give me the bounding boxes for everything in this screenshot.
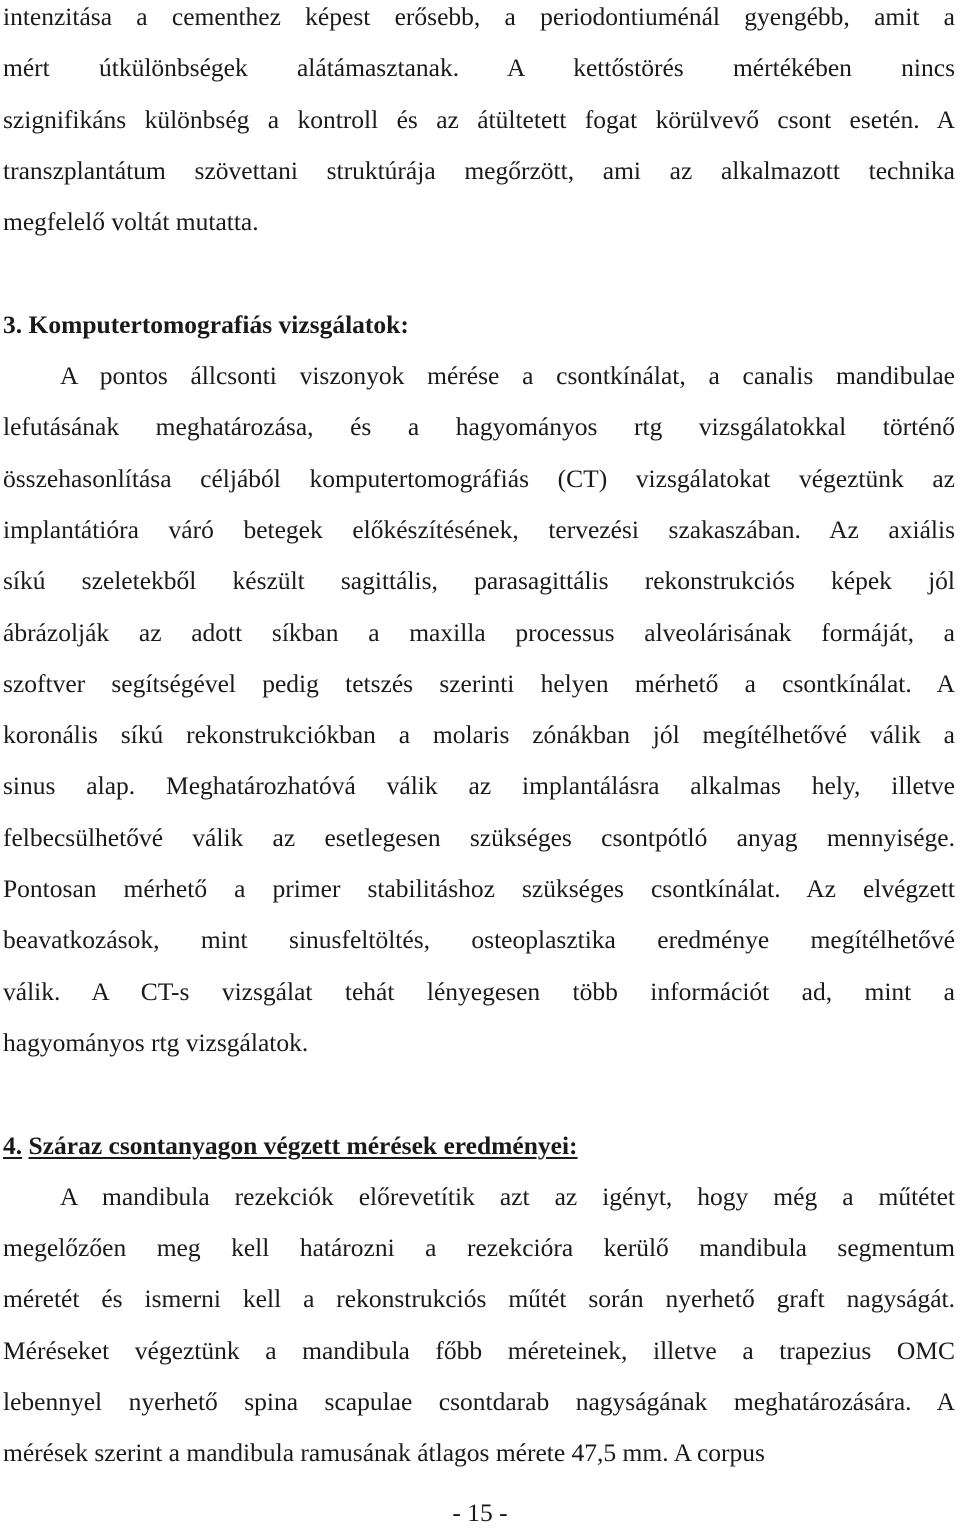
paragraph-line: Pontosan mérhető a primer stabilitáshoz szükséges csontkínálat. Az elvégzett [3, 874, 955, 904]
document-page [3, 0, 955, 1479]
section-3-title: Komputertomografiás vizsgálatok: [28, 309, 409, 339]
paragraph-line: szignifikáns különbség a kontroll és az átültetett fogat körülvevő csont esetén. A [3, 104, 955, 134]
paragraph-line: síkú szeletekből készült sagittális, parasagittális rekonstrukciós képek jól [3, 566, 955, 596]
paragraph-line: intenzitása a cementhez képest erősebb, a periodontiuménál gyengébb, amit a [3, 2, 955, 31]
paragraph-line: mért útkülönbségek alátámasztanak. A kettőstörés mértékében nincs [3, 53, 955, 83]
section-4-title: Száraz csontanyagon végzett mérések eredményei: [28, 1130, 578, 1160]
paragraph-line: koronális síkú rekonstrukciókban a molaris zónákban jól megítélhetővé válik a [3, 720, 955, 750]
section-3-heading [3, 299, 955, 350]
paragraph-line: megelőzően meg kell határozni a rezekcióra kerülő mandibula segmentum [3, 1233, 955, 1263]
paragraph-line: implantátióra váró betegek előkészítésének, tervezési szakaszában. Az axiális [3, 514, 955, 544]
paragraph-line: transzplantátum szövettani struktúrája megőrzött, ami az alkalmazott technika [3, 155, 955, 185]
paragraph-line: hagyományos rtg vizsgálatok. [3, 1027, 309, 1057]
paragraph-line: összehasonlítása céljából komputertomográfiás (CT) vizsgálatokat végeztünk az [3, 463, 955, 493]
section-3-paragraph [3, 350, 955, 1068]
paragraph-line: méretét és ismerni kell a rekonstrukciós műtét során nyerhető graft nagyságát. [3, 1284, 955, 1314]
paragraph-line: ábrázolják az adott síkban a maxilla processus alveolárisának formáját, a [3, 617, 955, 647]
section-4-number: 4. [3, 1130, 23, 1160]
section-3-number: 3. [3, 309, 23, 339]
section-4-paragraph [3, 1171, 955, 1479]
paragraph-line: sinus alap. Meghatározhatóvá válik az implantálásra alkalmas hely, illetve [3, 771, 955, 801]
intro-paragraph [3, 0, 955, 247]
paragraph-line: beavatkozások, mint sinusfeltöltés, osteoplasztika eredménye megítélhetővé [3, 925, 955, 955]
page-number: - 15 - [452, 1498, 508, 1527]
paragraph-line: lebennyel nyerhető spina scapulae csontdarab nagyságának meghatározására. A [3, 1387, 955, 1417]
paragraph-line: Méréseket végeztünk a mandibula főbb méreteinek, illetve a trapezius OMC [3, 1335, 955, 1365]
paragraph-line: lefutásának meghatározása, és a hagyományos rtg vizsgálatokkal történő [3, 412, 955, 442]
paragraph-line: szoftver segítségével pedig tetszés szerinti helyen mérhető a csontkínálat. A [3, 668, 955, 698]
paragraph-line: válik. A CT-s vizsgálat tehát lényegesen több információt ad, mint a [3, 976, 955, 1006]
paragraph-line: A pontos állcsonti viszonyok mérése a csontkínálat, a canalis mandibulae [60, 361, 955, 391]
paragraph-line: megfelelő voltát mutatta. [3, 207, 259, 237]
paragraph-line: A mandibula rezekciók előrevetítik azt az igényt, hogy még a műtétet [60, 1181, 955, 1211]
paragraph-line: mérések szerint a mandibula ramusának átlagos mérete 47,5 mm. A corpus [3, 1438, 765, 1468]
paragraph-line: felbecsülhetővé válik az esetlegesen szükséges csontpótló anyag mennyisége. [3, 822, 955, 852]
section-4-heading [3, 1120, 955, 1171]
